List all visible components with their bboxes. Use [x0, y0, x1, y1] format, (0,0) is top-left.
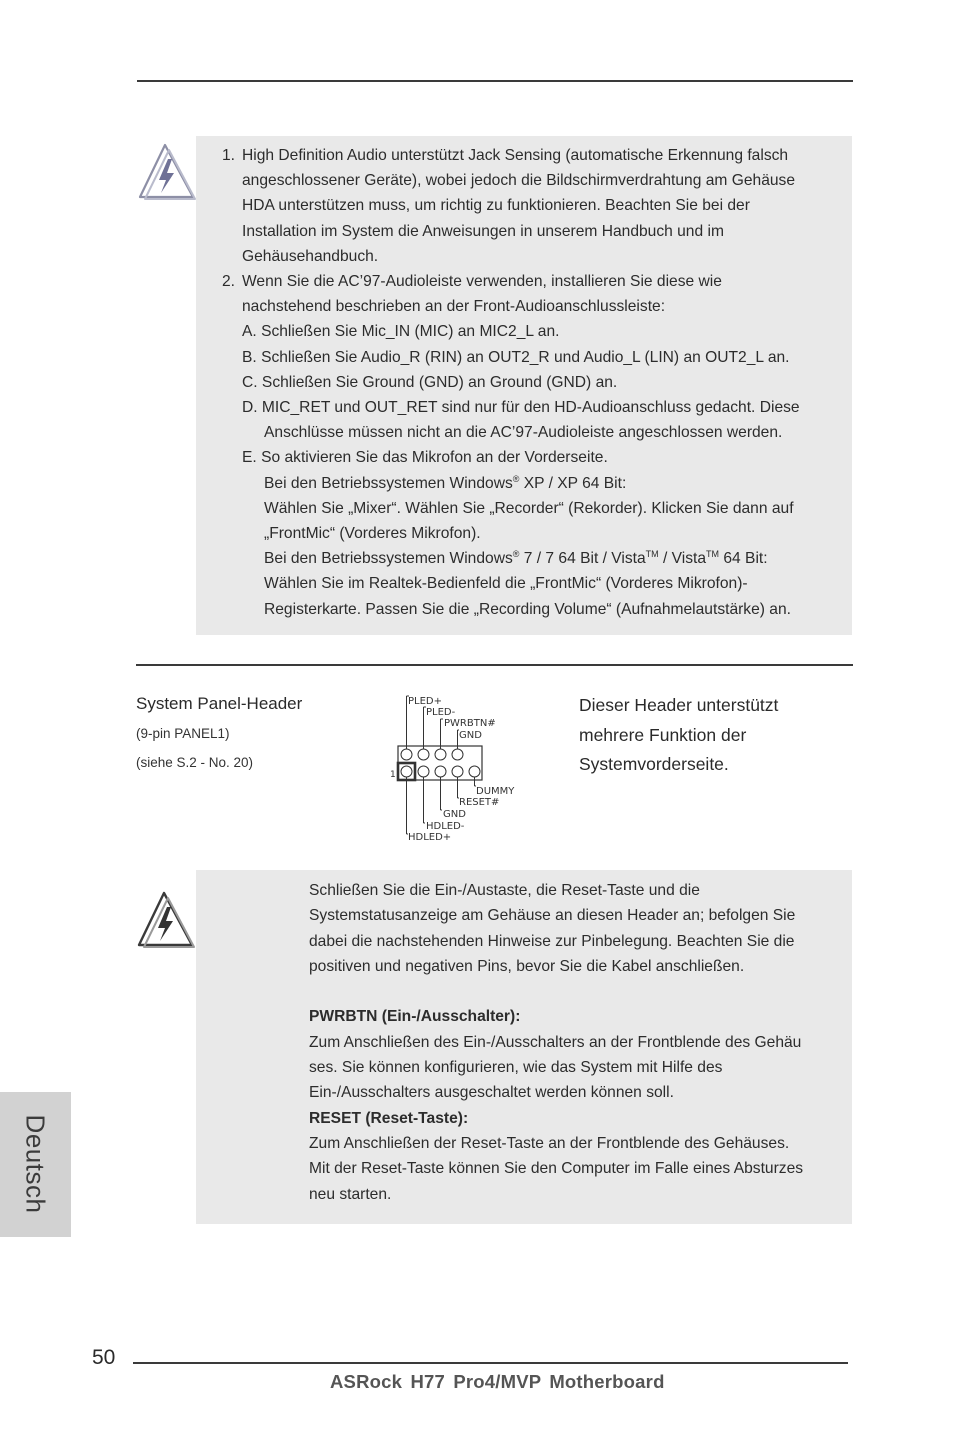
list-number: 2. — [222, 273, 236, 291]
pin-label-gnd-bottom: GND — [443, 809, 466, 820]
note-line: Zum Anschließen der Reset-Taste an der Frontblende des Gehäuses. — [309, 1134, 790, 1152]
note-line — [222, 571, 850, 596]
note-line — [222, 496, 850, 521]
note-line — [222, 546, 850, 571]
note-text: Gehäusehandbuch. — [242, 247, 379, 265]
note-line — [222, 345, 850, 370]
note-line — [222, 193, 850, 218]
language-tab — [0, 1092, 71, 1237]
note-line — [222, 597, 850, 622]
note-text: Anschlüsse müssen nicht an die AC’97-Audioleiste angeschlossen werden. — [264, 424, 783, 442]
pin-label-dummy: DUMMY — [476, 786, 515, 797]
note-text: C. Schließen Sie Ground (GND) an Ground (GND) an. — [242, 373, 618, 391]
note-line: Zum Anschließen des Ein-/Ausschalters an der Frontblende des Gehäu — [309, 1033, 802, 1051]
note-line — [309, 979, 849, 1004]
section-rule — [136, 664, 853, 666]
note-text: High Definition Audio unterstützt Jack Sensing (automatische Erkennung falsch — [242, 147, 789, 164]
note-text: HDA unterstützen muss, um richtig zu funktionieren. Beachten Sie bei der — [242, 197, 750, 215]
trademark-mark: TM — [706, 549, 720, 560]
note-line: Schließen Sie die Ein-/Austaste, die Reset-Taste und die — [309, 882, 700, 899]
note-text-part: / Vista — [658, 550, 707, 568]
note-line: dabei die nachstehenden Hinweise zur Pinbelegung. Beachten Sie die — [309, 932, 795, 950]
note-line — [222, 219, 850, 244]
pin-label-pled-minus: PLED- — [426, 707, 456, 718]
note-line — [222, 471, 850, 496]
pin-label-pled-plus: PLED+ — [408, 696, 442, 707]
top-rule — [137, 80, 853, 82]
list-number: 1. — [222, 147, 236, 164]
note-line: positiven und negativen Pins, bevor Sie die Kabel anschließen. — [309, 957, 745, 975]
note-text-part: Bei den Betriebssystemen Windows — [264, 550, 513, 568]
note-text-part: 7 / 7 64 Bit / Vista — [519, 550, 646, 568]
note-text: Wählen Sie „Mixer“. Wählen Sie „Recorder“ (Rekorder). Klicken Sie dann auf — [264, 499, 794, 517]
note-line: Mit der Reset-Taste können Sie den Computer im Falle eines Absturzes — [309, 1160, 804, 1178]
note-text-part: Bei den Betriebssystemen Windows — [264, 474, 513, 492]
page-reference-label: (siehe S.2 - No. 20) — [136, 755, 254, 770]
pin-count-label: (9-pin PANEL1) — [136, 726, 230, 741]
note-text: Wählen Sie im Realtek-Bedienfeld die „FrontMic“ (Vorderes Mikrofon)- — [264, 575, 748, 593]
header-description — [579, 691, 778, 780]
registered-mark: ® — [512, 549, 520, 560]
footer-title: ASRock H77 Pro4/MVP Motherboard — [330, 1371, 665, 1392]
note-line — [222, 420, 850, 445]
pin-label-hdled-plus: HDLED+ — [408, 832, 452, 842]
note-line — [222, 294, 850, 319]
note-text: Registerkarte. Passen Sie die „Recording Volume“ (Aufnahmelautstärke) an. — [264, 600, 791, 618]
note-line — [222, 269, 850, 294]
footer-rule — [133, 1362, 848, 1364]
note-text: Wenn Sie die AC’97-Audioleiste verwenden, installieren Sie diese wie — [242, 273, 722, 291]
note-line — [222, 319, 850, 344]
note-text-part: XP / XP 64 Bit: — [519, 474, 627, 492]
note-text: „FrontMic“ (Vorderes Mikrofon). — [264, 525, 481, 543]
pin-label-reset: RESET# — [459, 797, 500, 808]
note-text: B. Schließen Sie Audio_R (RIN) an OUT2_R und Audio_L (LIN) an OUT2_L an. — [242, 348, 790, 366]
pin-label-gnd-top: GND — [459, 730, 482, 741]
note-line — [222, 244, 850, 269]
note-text: Installation im System die Anweisungen in unserem Handbuch und im — [242, 222, 724, 240]
note-line — [222, 445, 850, 470]
note-line — [222, 521, 850, 546]
note-line: neu starten. — [309, 1185, 392, 1203]
audio-note-text — [222, 143, 850, 622]
warning-icon — [136, 890, 198, 950]
note-line: Systemstatusanzeige am Gehäuse an diesen Header an; befolgen Sie — [309, 907, 796, 925]
panel-note-text — [309, 878, 849, 1207]
language-tab-label: Deutsch — [20, 1114, 51, 1214]
note-line — [222, 143, 850, 168]
page-number: 50 — [92, 1346, 116, 1369]
note-text: angeschlossener Geräte), wobei jedoch die Bildschirmverdrahtung am Gehäuse — [242, 172, 796, 190]
trademark-mark: TM — [645, 549, 659, 560]
header-description-line: mehrere Funktion der — [579, 724, 747, 745]
note-text: D. MIC_RET und OUT_RET sind nur für den HD-Audioanschluss gedacht. Diese — [242, 399, 800, 417]
note-subheading: PWRBTN (Ein-/Ausschalter): — [309, 1008, 521, 1026]
pin-label-hdled-minus: HDLED- — [426, 821, 465, 832]
pin-label-pwrbtn: PWRBTN# — [444, 718, 496, 729]
note-text: nachstehend beschrieben an der Front-Audioanschlussleiste: — [242, 298, 666, 316]
note-line: ses. Sie können konfigurieren, wie das System mit Hilfe des — [309, 1059, 723, 1077]
pin-one-marker: 1 — [390, 770, 396, 780]
note-subheading: RESET (Reset-Taste): — [309, 1109, 469, 1127]
note-line — [222, 370, 850, 395]
note-line: Ein-/Ausschalters ausgeschaltet werden können soll. — [309, 1084, 674, 1102]
registered-mark: ® — [512, 473, 520, 484]
note-text: E. So aktivieren Sie das Mikrofon an der Vorderseite. — [242, 449, 608, 467]
panel-header-pin-diagram — [388, 690, 523, 842]
note-text-part: 64 Bit: — [719, 550, 768, 568]
note-line — [222, 395, 850, 420]
header-description-line: Dieser Header unterstützt — [579, 695, 779, 715]
warning-icon — [137, 142, 199, 202]
system-panel-header-title: System Panel-Header — [136, 694, 303, 713]
header-description-line: Systemvorderseite. — [579, 754, 729, 774]
note-text: A. Schließen Sie Mic_IN (MIC) an MIC2_L an. — [242, 323, 560, 341]
note-line — [222, 168, 850, 193]
